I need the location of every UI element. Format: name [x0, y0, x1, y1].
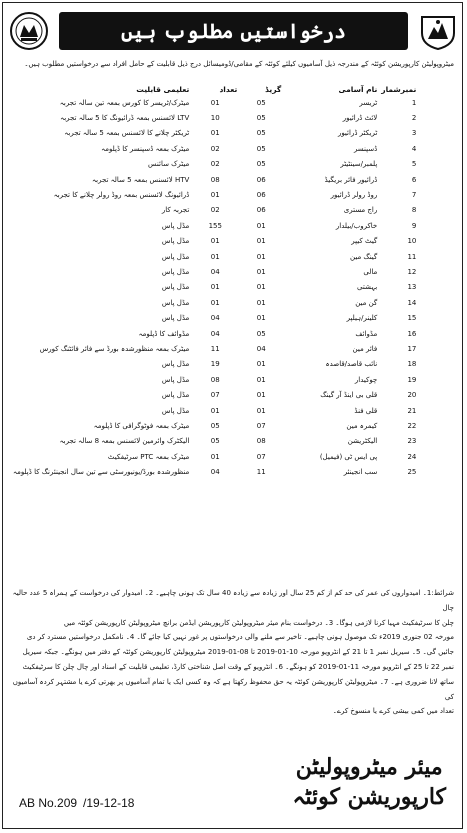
table-body — [11, 95, 418, 480]
row-post: قلی بی اینڈ آر گینگ — [320, 391, 378, 400]
row-quantity: 05 — [210, 437, 220, 446]
row-quantity: 11 — [210, 344, 220, 353]
row-number: 7 — [411, 191, 417, 200]
table-row — [11, 341, 418, 356]
row-qualification: مڈل پاس — [161, 267, 190, 276]
row-grade: 05 — [256, 160, 266, 169]
terms-line: تعداد میں کمی بیشی کرے یا منسوخ کرے۔ — [332, 707, 454, 716]
ad-number — [19, 796, 140, 810]
signatory-line-2: کارپوریشن کوئٹہ — [292, 784, 446, 810]
row-post: لائٹ ڈرائیور — [342, 114, 378, 123]
table-row — [11, 387, 418, 402]
row-quantity: 08 — [210, 375, 220, 384]
table-row — [11, 203, 418, 218]
row-grade: 05 — [256, 114, 266, 123]
row-post: پی ایس ٹی (فیمیل) — [319, 452, 378, 461]
row-post: بہشتی — [357, 283, 378, 292]
terms-line: ساتھ لانا ضروری ہے۔ 7۔ میٹروپولیٹن کارپوریشن کوئٹہ یہ حق محفوظ رکھتا ہے کہ وہ کسی ایک یا تمام آسامیوں پر بھرتی کرے یا مشتہر کردہ آسامیوں کی — [12, 677, 454, 701]
row-post: خاکروب/بیلدار — [335, 221, 378, 230]
intro-text: میٹروپولیٹن کارپوریشن کوئٹہ کے مندرجہ ذیل آسامیوں کیلئے کوئٹہ کے مقامی/ڈومیسائل درج ذیل قابلیت کے حامل افراد سے درخواستیں مطلوب ہیں۔ — [24, 60, 454, 68]
table-row — [11, 464, 418, 479]
row-post: کلینر/ہیلپر — [346, 314, 378, 323]
row-grade: 07 — [256, 452, 266, 461]
row-grade: 01 — [256, 298, 266, 307]
row-grade: 01 — [256, 375, 266, 384]
row-quantity: 01 — [210, 237, 220, 246]
row-post: نائب قاصد/قاصدہ — [325, 360, 378, 369]
row-quantity: 10 — [210, 114, 220, 123]
table-row — [11, 187, 418, 202]
header-num: نمبرشمار — [381, 84, 417, 94]
row-post: ڈسپنسر — [353, 144, 378, 153]
row-qualification: ڈرائیونگ لائسنس بمعہ روڈ رولر چلانے کا تجربہ — [53, 191, 190, 200]
row-qualification: میٹرک بمعہ فوٹوگرافی کا ڈپلومہ — [93, 421, 190, 430]
row-qualification: میٹرک بمعہ PTC سرٹیفکیٹ — [107, 452, 190, 461]
row-post: الیکٹریشن — [347, 437, 378, 446]
footer — [13, 748, 452, 828]
row-number: 19 — [407, 375, 417, 384]
row-grade: 08 — [256, 437, 266, 446]
row-grade: 04 — [256, 344, 266, 353]
table-row — [11, 141, 418, 156]
ad-number-text: AB No.209 — [19, 796, 78, 810]
terms-line: نمبر 22 تا 25 کے انٹرویو مورخہ 11-01-2019 کو ہونگے۔ 6۔ انٹرویو کے وقت اصل شناختی کارڈ، تعلیمی قابلیت کے اسناد اور چال چلن کا سرٹیفکیٹ — [22, 662, 454, 671]
row-quantity: 01 — [210, 298, 220, 307]
row-quantity: 01 — [210, 252, 220, 261]
row-grade: 05 — [256, 329, 266, 338]
row-quantity: 01 — [210, 191, 220, 200]
table-row — [11, 418, 418, 433]
row-number: 21 — [407, 406, 417, 415]
table-row — [11, 295, 418, 310]
title-band — [59, 12, 408, 50]
row-quantity: 155 — [208, 221, 222, 230]
table-row — [11, 357, 418, 372]
row-post: پلمبر/سینٹیٹر — [340, 160, 378, 169]
row-post: ٹریسر — [359, 98, 378, 107]
row-number: 10 — [407, 237, 417, 246]
header-post: نام آسامی — [338, 84, 378, 94]
row-quantity: 08 — [210, 175, 220, 184]
row-grade: 05 — [256, 98, 266, 107]
row-quantity: 01 — [210, 283, 220, 292]
table-row — [11, 126, 418, 141]
row-post: گن مین — [355, 298, 378, 307]
terms-line: شرائط:1۔ امیدواروں کی عمر کی حد کم از کم 25 سال اور زیادہ سے زیادہ 40 سال تک ہونی چاہیے۔ 2۔ امیدوار کی درخواست کے ہمراہ 5 عدد حالیہ چال — [12, 589, 454, 612]
emblem-right-logo — [418, 11, 458, 51]
row-number: 12 — [407, 267, 417, 276]
table-row — [11, 434, 418, 449]
table-header-row — [11, 83, 418, 95]
row-post: چوکیدار — [354, 375, 378, 384]
table-row — [11, 280, 418, 295]
header-qty: تعداد — [219, 84, 238, 94]
row-qualification: مڈل پاس — [161, 252, 190, 261]
row-quantity: 02 — [210, 144, 220, 153]
row-post: مالی — [363, 267, 378, 276]
emblem-left-logo — [9, 11, 49, 51]
row-quantity: 01 — [210, 129, 220, 138]
row-qualification: میٹرک بمعہ ڈسپنسر کا ڈپلومہ — [101, 144, 190, 153]
table-row — [11, 218, 418, 233]
row-qualification: HTV لائسنس بمعہ 5 سالہ تجربہ — [92, 175, 190, 184]
row-grade: 06 — [256, 175, 266, 184]
row-quantity: 04 — [210, 468, 220, 477]
row-number: 9 — [411, 221, 417, 230]
table-row — [11, 110, 418, 125]
row-post: کیمرہ مین — [346, 421, 378, 430]
table-row — [11, 157, 418, 172]
row-quantity: 02 — [210, 206, 220, 215]
terms-line: جائیں گی۔ 5۔ سیریل نمبر 1 تا 21 کے انٹرویو مورخہ 10-01-2019 تا 08-01-2019 میٹروپولیٹن کارپوریشن کوئٹہ کے دفتر میں ہونگے۔ جبکہ سیریل — [22, 648, 454, 657]
vacancy-table — [11, 83, 418, 480]
table-row — [11, 172, 418, 187]
row-grade: 01 — [256, 406, 266, 415]
terms-line: چلن کا سرٹیفکیٹ مہیا کرنا لازمی ہوگا۔ 3۔ درخواست بنام میئر میٹروپولیٹن کارپوریشن ایڈمن برانچ میٹروپولیٹن کارپوریشن کوئٹہ میں — [63, 618, 454, 627]
row-quantity: 04 — [210, 329, 220, 338]
table-row — [11, 372, 418, 387]
row-quantity: 01 — [210, 98, 220, 107]
signatory-line-1: میئر میٹروپولیٹن — [295, 754, 443, 780]
row-qualification: مڈل پاس — [161, 221, 190, 230]
table-row — [11, 234, 418, 249]
row-post: راج مستری — [343, 206, 378, 215]
row-number: 23 — [407, 437, 417, 446]
row-grade: 05 — [256, 129, 266, 138]
row-number: 13 — [407, 283, 417, 292]
row-number: 2 — [411, 114, 417, 123]
row-grade: 01 — [256, 221, 266, 230]
row-qualification: مڈل پاس — [161, 314, 190, 323]
row-qualification: تجربہ کار — [161, 206, 190, 215]
table-row — [11, 95, 418, 110]
table-row — [11, 264, 418, 279]
row-grade: 01 — [256, 360, 266, 369]
row-grade: 07 — [256, 421, 266, 430]
table-row — [11, 403, 418, 418]
row-quantity: 01 — [210, 406, 220, 415]
row-number: 15 — [407, 314, 417, 323]
row-qualification: ٹریکٹر چلانے کا لائسنس بمعہ 5 سالہ تجربہ — [64, 129, 190, 138]
table-row — [11, 310, 418, 325]
row-qualification: میٹرک سائنس — [147, 160, 190, 169]
row-number: 22 — [407, 421, 417, 430]
row-number: 16 — [407, 329, 417, 338]
row-quantity: 04 — [210, 267, 220, 276]
header — [9, 9, 458, 53]
row-grade: 06 — [256, 191, 266, 200]
row-grade: 05 — [256, 144, 266, 153]
row-number: 18 — [407, 360, 417, 369]
row-qualification: الیکٹرک وائرمین لائسنس بمعہ 8 سالہ تجربہ — [59, 437, 190, 446]
page-title: درخواستیں مطلوب ہیں — [121, 19, 346, 43]
row-qualification: مڈل پاس — [161, 237, 190, 246]
row-quantity: 19 — [210, 360, 220, 369]
table-row — [11, 249, 418, 264]
advertisement-page — [2, 2, 463, 829]
row-post: روڈ رولر ڈرائیور — [330, 191, 378, 200]
row-quantity: 04 — [210, 314, 220, 323]
row-number: 20 — [407, 391, 417, 400]
row-number: 14 — [407, 298, 417, 307]
row-post: مڈوائف — [355, 329, 378, 338]
table-row — [11, 326, 418, 341]
row-quantity: 02 — [210, 160, 220, 169]
row-quantity: 07 — [210, 391, 220, 400]
row-number: 1 — [411, 98, 417, 107]
row-post: قلی فنڈ — [354, 406, 378, 415]
header-grade: گریڈ — [265, 84, 282, 94]
row-qualification: منظورشدہ بورڈ/یونیورسٹی سے تین سال انجینئرنگ کا ڈپلومہ — [13, 468, 190, 477]
row-number: 11 — [407, 252, 417, 261]
row-number: 25 — [407, 468, 417, 477]
row-grade: 01 — [256, 252, 266, 261]
row-grade: 06 — [256, 206, 266, 215]
row-number: 24 — [407, 452, 417, 461]
terms-text — [11, 586, 454, 719]
row-qualification: مڈل پاس — [161, 283, 190, 292]
row-post: ٹریکٹر ڈرائیور — [337, 129, 378, 138]
row-grade: 11 — [256, 468, 266, 477]
row-number: 3 — [411, 129, 417, 138]
row-number: 17 — [407, 344, 417, 353]
row-post: ڈرائیور فائر بریگیڈ — [324, 175, 378, 184]
row-grade: 01 — [256, 267, 266, 276]
table-row — [11, 449, 418, 464]
row-quantity: 05 — [210, 421, 220, 430]
row-post: گینگ مین — [350, 252, 378, 261]
terms-line: مورخہ 02 جنوری 2019ء تک موصول ہونی چاہیے۔ تاخیر سے ملنے والی درخواستوں پر غور نہیں کیا جائے گا۔ 4۔ نامکمل درخواستیں مسترد کر دی — [26, 633, 454, 642]
row-qualification: مڈل پاس — [161, 406, 190, 415]
row-post: فائر مین — [352, 344, 378, 353]
row-qualification: میٹرک/ٹریسر کا کورس بمعہ تین سالہ تجربہ — [59, 98, 190, 107]
ad-date: /19-12-18 — [83, 796, 135, 810]
header-qual: تعلیمی قابلیت — [136, 84, 190, 94]
row-grade: 01 — [256, 237, 266, 246]
row-qualification: مڈل پاس — [161, 360, 190, 369]
row-post: گیٹ کیپر — [351, 237, 378, 246]
signatory-block — [292, 752, 446, 812]
row-quantity: 01 — [210, 452, 220, 461]
row-number: 8 — [411, 206, 417, 215]
row-grade: 01 — [256, 283, 266, 292]
row-qualification: مڈل پاس — [161, 298, 190, 307]
row-post: سب انجینئر — [343, 468, 378, 477]
row-grade: 01 — [256, 314, 266, 323]
row-qualification: مڈل پاس — [161, 375, 190, 384]
row-number: 6 — [411, 175, 417, 184]
row-qualification: مڈل پاس — [161, 391, 190, 400]
row-number: 4 — [411, 144, 417, 153]
row-grade: 01 — [256, 391, 266, 400]
row-qualification: LTV لائسنس بمعہ ڈرائیونگ کا 5 سالہ تجربہ — [60, 114, 190, 123]
row-qualification: میٹرک بمعہ منظورشدہ بورڈ سے فائر فائٹنگ کورس — [39, 344, 190, 353]
row-number: 5 — [411, 160, 417, 169]
row-qualification: مڈوائف کا ڈپلومہ — [138, 329, 190, 338]
